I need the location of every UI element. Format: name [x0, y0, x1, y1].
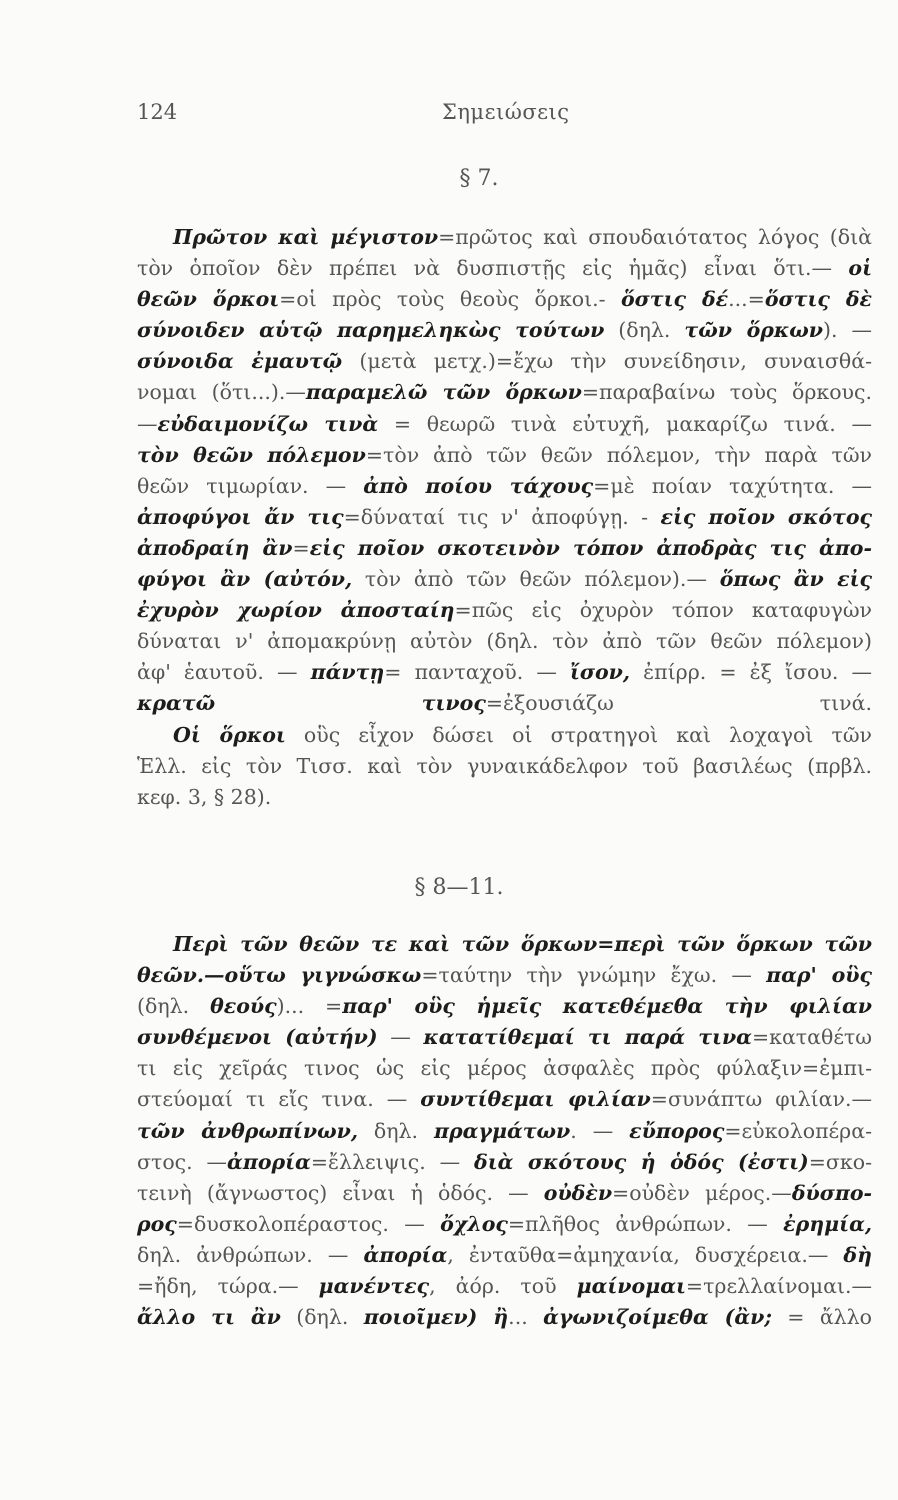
- section-body: [137, 929, 872, 1333]
- gloss-text: =ἐξουσιάζω τινά.: [485, 691, 872, 716]
- gloss-text: κεφ. 3, § 28).: [137, 784, 272, 809]
- lemma-term: ὅπως ἂν εἰς: [719, 567, 872, 592]
- text-line: [137, 315, 872, 346]
- running-title: Σημειώσεις: [442, 100, 570, 124]
- gloss-text: =οὐδὲν μέρος.—: [612, 1180, 792, 1205]
- lemma-term: ἀπὸ ποίου τάχους: [363, 473, 594, 498]
- text-line: [137, 409, 872, 440]
- text-line: [137, 1022, 872, 1053]
- text-line: [137, 1209, 872, 1240]
- gloss-text: )... =: [276, 994, 343, 1019]
- section-heading: § 7.: [459, 166, 499, 191]
- text-line: [137, 720, 872, 751]
- gloss-text: δηλ.: [357, 1118, 434, 1143]
- gloss-text: =δύναταί τις ν' ἀποφύγῃ. -: [343, 504, 661, 529]
- lemma-term: πραγμάτων: [434, 1118, 571, 1143]
- text-line: [137, 253, 872, 284]
- lemma-term: μανέντες: [318, 1274, 430, 1299]
- lemma-term: δύσπο-: [791, 1180, 873, 1205]
- text-line: [137, 688, 872, 719]
- text-line: [137, 377, 872, 408]
- text-line: [137, 960, 872, 991]
- text-line: [137, 222, 872, 253]
- lemma-term: Οἱ ὅρκοι: [173, 722, 286, 747]
- lemma-term: παραμελῶ τῶν ὅρκων: [305, 380, 582, 405]
- lemma-term: θεῶν ὅρκοι: [137, 287, 280, 312]
- gloss-text: τὸν ἀπὸ τῶν θεῶν πόλεμον).—: [352, 567, 720, 592]
- text-line: [137, 440, 872, 471]
- gloss-text: =: [292, 535, 310, 560]
- lemma-term: ἀγωνιζοίμεθα (ἂν;: [543, 1305, 772, 1330]
- gloss-text: στος. —: [137, 1149, 228, 1174]
- gloss-text: δηλ. ἀνθρώπων. —: [137, 1242, 364, 1267]
- gloss-text: =δυσκολοπέραστος. —: [176, 1211, 441, 1236]
- lemma-term: φύγοι ἂν (αὐτόν,: [137, 567, 353, 592]
- text-line: [137, 564, 872, 595]
- page-number: 124: [137, 100, 178, 124]
- lemma-term: εὔπορος: [629, 1118, 725, 1143]
- text-line: [137, 626, 872, 657]
- gloss-text: =παραβαίνω τοὺς ὅρκους.: [581, 380, 873, 405]
- text-line: [137, 471, 872, 502]
- lemma-term: οὐδὲν: [543, 1180, 613, 1205]
- lemma-term: ἴσον,: [569, 660, 631, 685]
- gloss-text: =τρελλαίνομαι.—: [685, 1274, 872, 1299]
- text-line: [137, 533, 872, 564]
- gloss-text: ἀφ' ἑαυτοῦ. —: [137, 660, 311, 685]
- gloss-text: τεινὴ (ἄγνωστος) εἶναι ἡ ὁδός. —: [137, 1180, 544, 1205]
- gloss-text: . —: [570, 1118, 630, 1143]
- lemma-term: πάντῃ: [310, 660, 385, 685]
- lemma-term: ρος: [137, 1211, 177, 1236]
- text-line: [137, 1240, 872, 1271]
- text-line: [137, 1084, 872, 1115]
- gloss-text: —: [137, 411, 158, 436]
- lemma-term: ἐχυρὸν χωρίον ἀποσταίη: [137, 598, 455, 623]
- gloss-text: ἐπίρρ. = ἐξ ἴσου. —: [630, 660, 872, 685]
- lemma-term: ἀπορία: [363, 1242, 448, 1267]
- lemma-term: παρ' οὓς: [766, 963, 873, 988]
- gloss-text: =ταύτην τὴν γνώμην ἔχω. —: [421, 963, 767, 988]
- gloss-text: =συνάπτω φιλίαν.—: [650, 1087, 873, 1112]
- lemma-term: διὰ σκότους ἡ ὁδός (ἐστι): [474, 1149, 809, 1174]
- section-heading: § 8—11.: [414, 875, 504, 900]
- gloss-text: = ἄλλο: [771, 1305, 873, 1330]
- gloss-text: (μετὰ μετχ.)=ἔχω τὴν συνείδησιν, συναισθά-: [342, 349, 872, 374]
- lemma-term: οἱ: [848, 256, 872, 281]
- lemma-term: εἰς ποῖον σκοτεινὸν τόπον ἀποδρὰς τις ἀπο-: [309, 535, 872, 560]
- lemma-term: Πρῶτον καὶ μέγιστον: [173, 225, 439, 249]
- gloss-text: Ἑλλ. εἰς τὸν Τισσ. καὶ τὸν γυναικάδελφον τοῦ βασιλέως (πρβλ.: [137, 753, 872, 778]
- text-line: [137, 782, 872, 813]
- gloss-text: =οἱ πρὸς τοὺς θεοὺς ὅρκοι.-: [279, 287, 621, 312]
- lemma-term: σύνοιδα ἐμαυτῷ: [137, 349, 343, 374]
- gloss-text: τι εἰς χεῖράς τινος ὡς εἰς μέρος ἀσφαλὲς πρὸς φύλαξιν=ἐμπι-: [137, 1056, 872, 1081]
- gloss-text: τὸν ὁποῖον δὲν πρέπει νὰ δυσπιστῇς εἰς ἡμᾶς) εἶναι ὅτι.—: [137, 256, 849, 281]
- lemma-term: κατατίθεμαί τι παρά τινα: [423, 1025, 752, 1050]
- text-line: [137, 1178, 872, 1209]
- gloss-text: =ἤδη, τώρα.—: [137, 1274, 319, 1299]
- lemma-term: ἄλλο τι ἂν: [137, 1305, 281, 1330]
- gloss-text: (δηλ.: [137, 994, 211, 1019]
- gloss-text: = πανταχοῦ. —: [384, 660, 570, 685]
- lemma-term: θεῶν.—οὕτω γιγνώσκω: [137, 963, 422, 988]
- lemma-term: τὸν θεῶν πόλεμον: [137, 442, 366, 467]
- lemma-term: ἀποδραίη ἂν: [137, 535, 293, 560]
- lemma-term: παρ' οὓς ἡμεῖς κατεθέμεθα τὴν φιλίαν: [342, 994, 872, 1019]
- gloss-text: =καταθέτω: [751, 1025, 872, 1050]
- lemma-term: συνθέμενοι (αὐτήν): [137, 1025, 378, 1050]
- text-line: [137, 502, 872, 533]
- lemma-term: εὐδαιμονίζω τινὰ: [157, 411, 379, 436]
- text-line: [137, 1302, 872, 1333]
- gloss-text: =σκο-: [808, 1149, 873, 1174]
- lemma-term: Περὶ τῶν θεῶν τε καὶ τῶν ὅρκων=περὶ τῶν ὅρκων τῶν: [173, 932, 872, 956]
- text-line: [137, 1271, 872, 1302]
- gloss-text: νομαι (ὅτι...).—: [137, 380, 306, 405]
- lemma-term: ἐρημία,: [783, 1211, 872, 1236]
- section-body: [137, 222, 872, 813]
- gloss-text: —: [377, 1025, 424, 1050]
- gloss-text: =ἔλλειψις. —: [310, 1149, 475, 1174]
- lemma-term: θεούς: [210, 994, 277, 1019]
- text-line: [137, 1053, 872, 1084]
- gloss-text: (δηλ.: [280, 1305, 364, 1330]
- text-line: [137, 929, 872, 960]
- lemma-term: εἰς ποῖον σκότος: [660, 504, 872, 529]
- lemma-term: τῶν ἀνθρωπίνων,: [137, 1118, 358, 1143]
- lemma-term: σύνοιδεν αὑτῷ παρημεληκὼς τούτων: [137, 318, 605, 343]
- gloss-text: = θεωρῶ τινὰ εὐτυχῆ, μακαρίζω τινά. —: [378, 411, 872, 436]
- text-line: [137, 1116, 872, 1147]
- text-line: [137, 284, 872, 315]
- page-header: [137, 100, 872, 130]
- text-line: [137, 346, 872, 377]
- gloss-text: οὓς εἶχον δώσει οἱ στρατηγοὶ καὶ λοχαγοὶ τῶν: [285, 722, 872, 747]
- gloss-text: δύναται ν' ἀπομακρύνῃ αὐτὸν (δηλ. τὸν ἀπὸ τῶν θεῶν πόλεμον): [137, 629, 872, 654]
- text-line: [137, 1147, 872, 1178]
- gloss-text: , ἐνταῦθα=ἀμηχανία, δυσχέρεια.—: [447, 1242, 844, 1267]
- text-line: [137, 657, 872, 688]
- gloss-text: στεύομαί τι εἴς τινα. —: [137, 1087, 421, 1112]
- lemma-term: ὅστις δέ: [620, 287, 729, 312]
- lemma-term: δὴ: [843, 1242, 872, 1267]
- gloss-text: θεῶν τιμωρίαν. —: [137, 473, 364, 498]
- gloss-text: =εὐκολοπέρα-: [724, 1118, 872, 1143]
- lemma-term: ὄχλος: [440, 1211, 508, 1236]
- text-line: [137, 751, 872, 782]
- lemma-term: ἀποφύγοι ἄν τις: [137, 504, 344, 529]
- lemma-term: ὅστις δὲ: [764, 287, 872, 312]
- lemma-term: ποιοῖμεν) ἢ: [363, 1305, 509, 1330]
- gloss-text: ...: [508, 1305, 544, 1330]
- lemma-term: ἀπορία: [227, 1149, 311, 1174]
- text-line: [137, 991, 872, 1022]
- lemma-term: συντίθεμαι φιλίαν: [420, 1087, 651, 1112]
- gloss-text: ...=: [728, 287, 765, 312]
- gloss-text: ). —: [822, 318, 872, 343]
- gloss-text: =μὲ ποίαν ταχύτητα. —: [593, 473, 873, 498]
- lemma-term: κρατῶ τινος: [137, 691, 486, 716]
- gloss-text: , ἀόρ. τοῦ: [429, 1274, 577, 1299]
- text-line: [137, 595, 872, 626]
- gloss-text: =τὸν ἀπὸ τῶν θεῶν πόλεμον, τὴν παρὰ τῶν: [365, 442, 872, 467]
- lemma-term: μαίνομαι: [576, 1274, 686, 1299]
- gloss-text: (δηλ.: [604, 318, 685, 343]
- gloss-text: =πλῆθος ἀνθρώπων. —: [507, 1211, 784, 1236]
- gloss-text: =πρῶτος καὶ σπουδαιότατος λόγος (διὰ: [438, 225, 872, 249]
- lemma-term: τῶν ὅρκων: [684, 318, 823, 343]
- gloss-text: =πῶς εἰς ὀχυρὸν τόπον καταφυγὼν: [454, 598, 872, 623]
